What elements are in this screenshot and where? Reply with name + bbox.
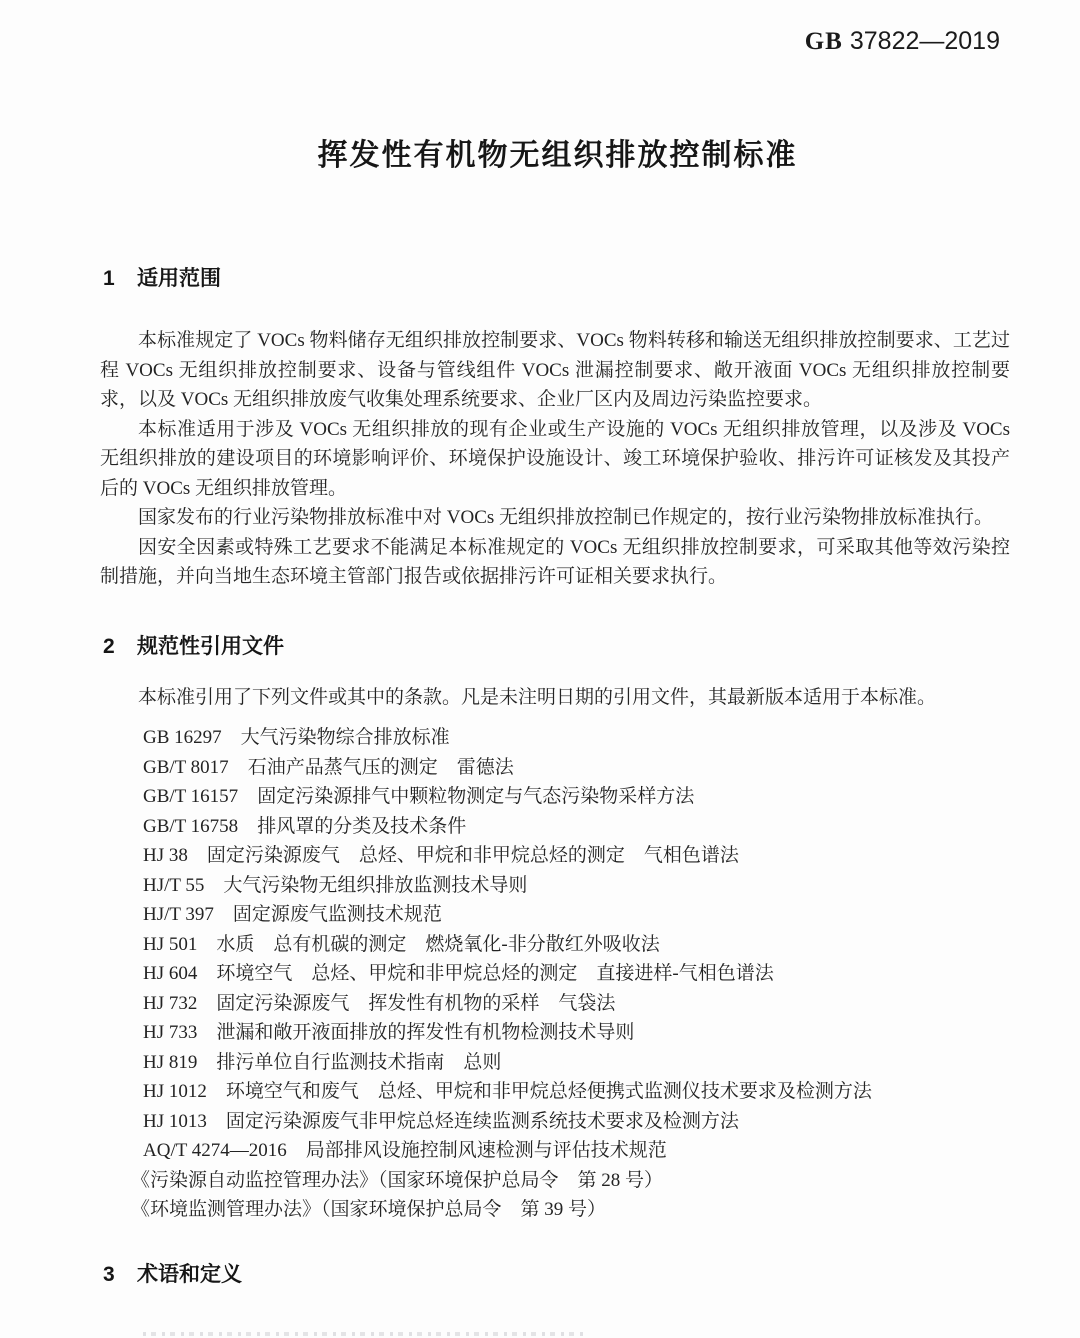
reference-code: GB/T 16758 [143,815,239,837]
reference-item [100,930,1010,960]
reference-item [100,841,1010,871]
reference-title: 固定源废气监测技术规范 [232,904,442,925]
reference-code: GB/T 16157 [143,786,239,807]
reference-title: 环境空气 总烃、甲烷和非甲烷总烃的测定 直接进样-气相色谱法 [216,963,774,984]
reference-title: 环境空气和废气 总烃、甲烷和非甲烷总烃便携式监测仪技术要求及检测方法 [225,1081,872,1102]
doc-number-prefix: GB [804,28,843,55]
reference-list [100,723,1010,1225]
section-2-title: 规范性引用文件 [137,634,284,658]
reference-title: 《污染源自动监控管理办法》（国家环境保护总局令 第 28 号） [131,1169,664,1191]
reference-item [100,1136,1010,1166]
reference-item [100,1048,1010,1078]
section-1-number: 1 [103,267,115,290]
paragraph-scope-1: 本标准规定了 VOCs 物料储存无组织排放控制要求、VOCs 物料转移和输送无组织排放控制要求、工艺过程 VOCs 无组织排放控制要求、设备与管线组件 VOCs 泄漏控制要求、敞开液面 VOCs 无组织排放控制要求，以及 VOCs 无组织排放废气收集处理系统要求、企业厂区内及周边污染监控要求。 [100,330,1010,410]
section-3-title: 术语和定义 [137,1262,242,1286]
reference-code: HJ 1012 [143,1081,207,1102]
reference-code: GB 16297 [143,727,222,748]
reference-code: GB/T 8017 [143,756,229,778]
reference-code: HJ 733 [143,1022,198,1043]
reference-item [100,1018,1010,1048]
reference-item [100,871,1010,901]
reference-title: 大气污染物无组织排放监测技术导则 [223,874,528,896]
reference-code: HJ 604 [143,963,198,984]
section-2-intro [100,683,1010,713]
reference-code: HJ 1013 [143,1110,207,1132]
reference-code: HJ/T 55 [143,874,205,896]
reference-title: 泄漏和敞开液面排放的挥发性有机物检测技术导则 [216,1022,635,1043]
reference-title: 《环境监测管理办法》（国家环境保护总局令 第 39 号） [131,1199,607,1220]
clipped-text-line [143,1332,588,1336]
reference-item [100,1107,1010,1137]
reference-code: HJ 732 [143,992,198,1014]
reference-title: 水质 总有机碳的测定 燃烧氧化-非分散红外吸收法 [216,933,660,955]
doc-number [0,0,1080,56]
reference-title: 石油产品蒸气压的测定 雷德法 [247,756,514,778]
section-1-heading [103,262,1080,292]
reference-item [100,782,1010,812]
reference-code: HJ 501 [143,933,198,955]
reference-title: 局部排风设施控制风速检测与评估技术规范 [305,1140,667,1161]
reference-code: HJ 819 [143,1051,198,1073]
reference-title: 排污单位自行监测技术指南 总则 [216,1051,502,1073]
reference-item [100,989,1010,1019]
reference-code: HJ/T 397 [143,904,214,925]
reference-item [100,900,1010,930]
paragraph-scope-2: 本标准适用于涉及 VOCs 无组织排放的现有企业或生产设施的 VOCs 无组织排放管理，以及涉及 VOCs 无组织排放的建设项目的环境影响评价、环境保护设施设计、竣工环境保护验收、排污许可证核发及其投产后的 VOCs 无组织排放管理。 [100,418,1010,499]
reference-code: HJ 38 [143,845,188,866]
reference-item [100,1166,1010,1196]
reference-item [100,753,1010,783]
reference-item [100,812,1010,842]
reference-title: 大气污染物综合排放标准 [240,727,450,748]
reference-item [100,1195,1010,1225]
reference-title: 固定污染源排气中颗粒物测定与气态污染物采样方法 [257,786,695,807]
paragraph-scope-4: 因安全因素或特殊工艺要求不能满足本标准规定的 VOCs 无组织排放控制要求，可采取其他等效污染控制措施，并向当地生态环境主管部门报告或依据排污许可证相关要求执行。 [100,536,1010,587]
doc-number-value: 37822—2019 [849,27,1000,55]
reference-code: AQ/T 4274—2016 [143,1140,287,1161]
reference-title: 固定污染源废气非甲烷总烃连续监测系统技术要求及检测方法 [225,1110,739,1132]
section-2-heading [103,630,1080,660]
section-1-title: 适用范围 [137,267,221,290]
reference-title: 排风罩的分类及技术条件 [257,815,467,837]
reference-title: 固定污染源废气 挥发性有机物的采样 气袋法 [216,992,616,1014]
reference-item [100,959,1010,989]
section-2-number: 2 [103,634,115,658]
reference-title: 固定污染源废气 总烃、甲烷和非甲烷总烃的测定 气相色谱法 [206,845,739,866]
paragraph-scope-3: 国家发布的行业污染物排放标准中对 VOCs 无组织排放控制已作规定的，按行业污染物排放标准执行。 [138,507,994,528]
reference-item [100,1077,1010,1107]
document-title: 挥发性有机物无组织排放控制标准 [317,139,798,172]
section-3-heading [103,1258,1080,1288]
reference-item [100,723,1010,753]
section-1-body [100,326,1010,592]
paragraph-references-intro: 本标准引用了下列文件或其中的条款。凡是未注明日期的引用文件，其最新版本适用于本标准。 [138,686,937,708]
section-3-number: 3 [103,1262,115,1286]
